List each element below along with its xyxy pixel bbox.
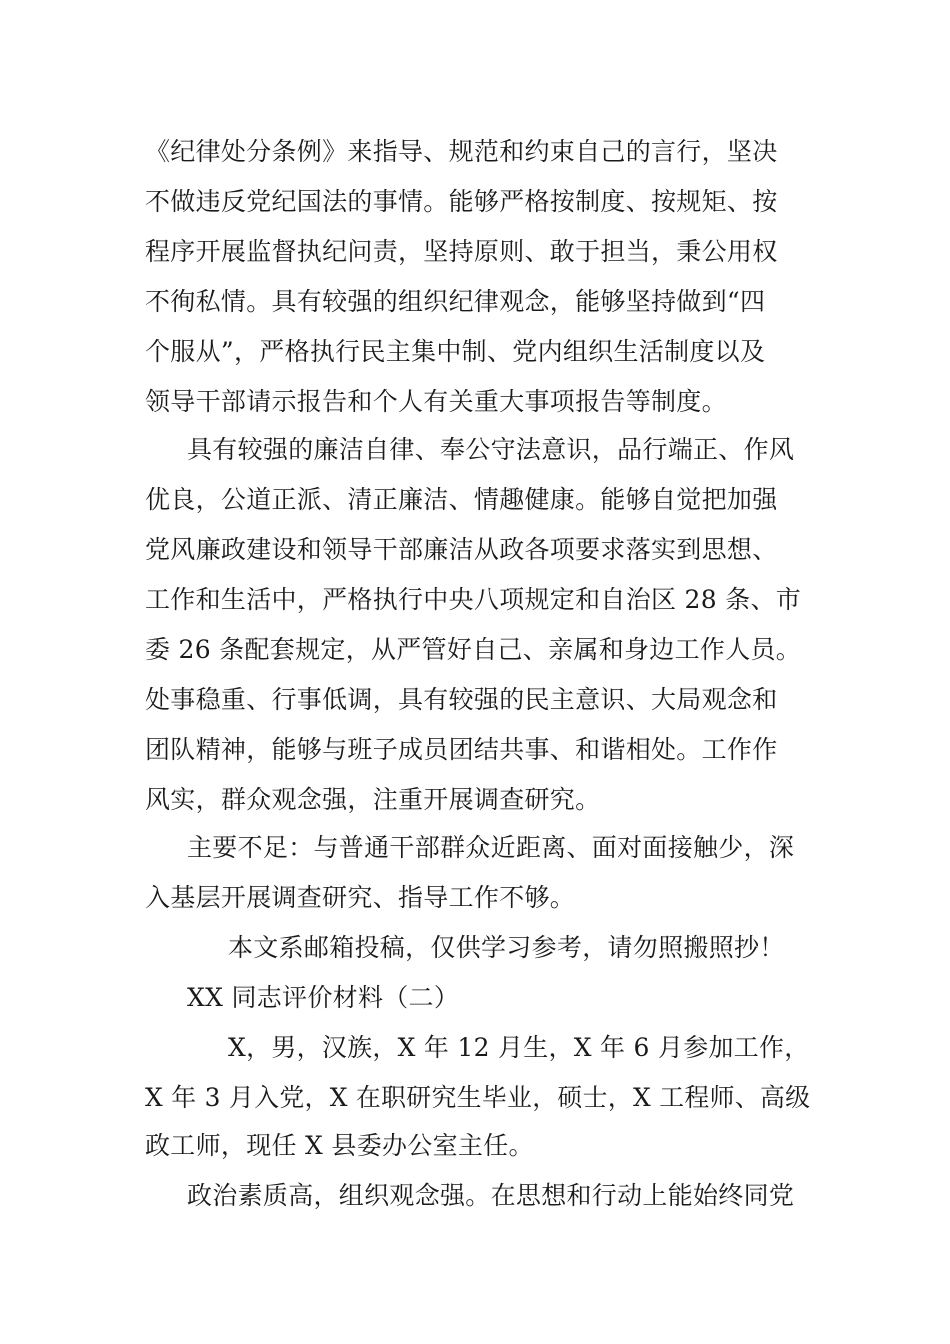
text-line: 工作和生活中，严格执行中央八项规定和自治区 28 条、市 [145, 585, 802, 614]
text-line: 党风廉政建设和领导干部廉洁从政各项要求落实到思想、 [145, 535, 778, 564]
text-line: 政工师，现任 X 县委办公室主任。 [145, 1131, 534, 1160]
text-line: 《纪律处分条例》来指导、规范和约束自己的言行，坚决 [145, 137, 778, 166]
text-line: X 年 3 月入党，X 在职研究生毕业，硕士，X 工程师、高级 [145, 1083, 811, 1112]
text-line: 委 26 条配套规定，从严管好自己、亲属和身边工作人员。 [145, 635, 802, 664]
text-line: 不徇私情。具有较强的组织纪律观念，能够坚持做到“四 [145, 287, 766, 316]
text-line: 入基层开展调查研究、指导工作不够。 [145, 883, 576, 912]
section-heading: XX 同志评价材料（二） [187, 983, 460, 1012]
text-line: 程序开展监督执纪问责，坚持原则、敢于担当，秉公用权 [145, 237, 778, 266]
text-line: 处事稳重、行事低调，具有较强的民主意识、大局观念和 [145, 685, 778, 714]
text-line: 具有较强的廉洁自律、奉公守法意识，品行端正、作风 [187, 435, 795, 464]
text-line: 个服从”，严格执行民主集中制、党内组织生活制度以及 [145, 337, 766, 366]
text-line: X，男，汉族，X 年 12 月生，X 年 6 月参加工作， [228, 1033, 810, 1062]
notice-line: 本文系邮箱投稿，仅供学习参考，请勿照搬照抄！ [228, 933, 785, 962]
text-line: 团队精神，能够与班子成员团结共事、和谐相处。工作作 [145, 735, 778, 764]
text-line: 风实，群众观念强，注重开展调查研究。 [145, 785, 601, 814]
text-line: 不做违反党纪国法的事情。能够严格按制度、按规矩、按 [145, 187, 778, 216]
text-line: 领导干部请示报告和个人有关重大事项报告等制度。 [145, 387, 727, 416]
text-line: 政治素质高，组织观念强。在思想和行动上能始终同党 [187, 1181, 795, 1210]
text-line: 优良，公道正派、清正廉洁、情趣健康。能够自觉把加强 [145, 485, 778, 514]
text-line: 主要不足：与普通干部群众近距离、面对面接触少，深 [187, 833, 795, 862]
